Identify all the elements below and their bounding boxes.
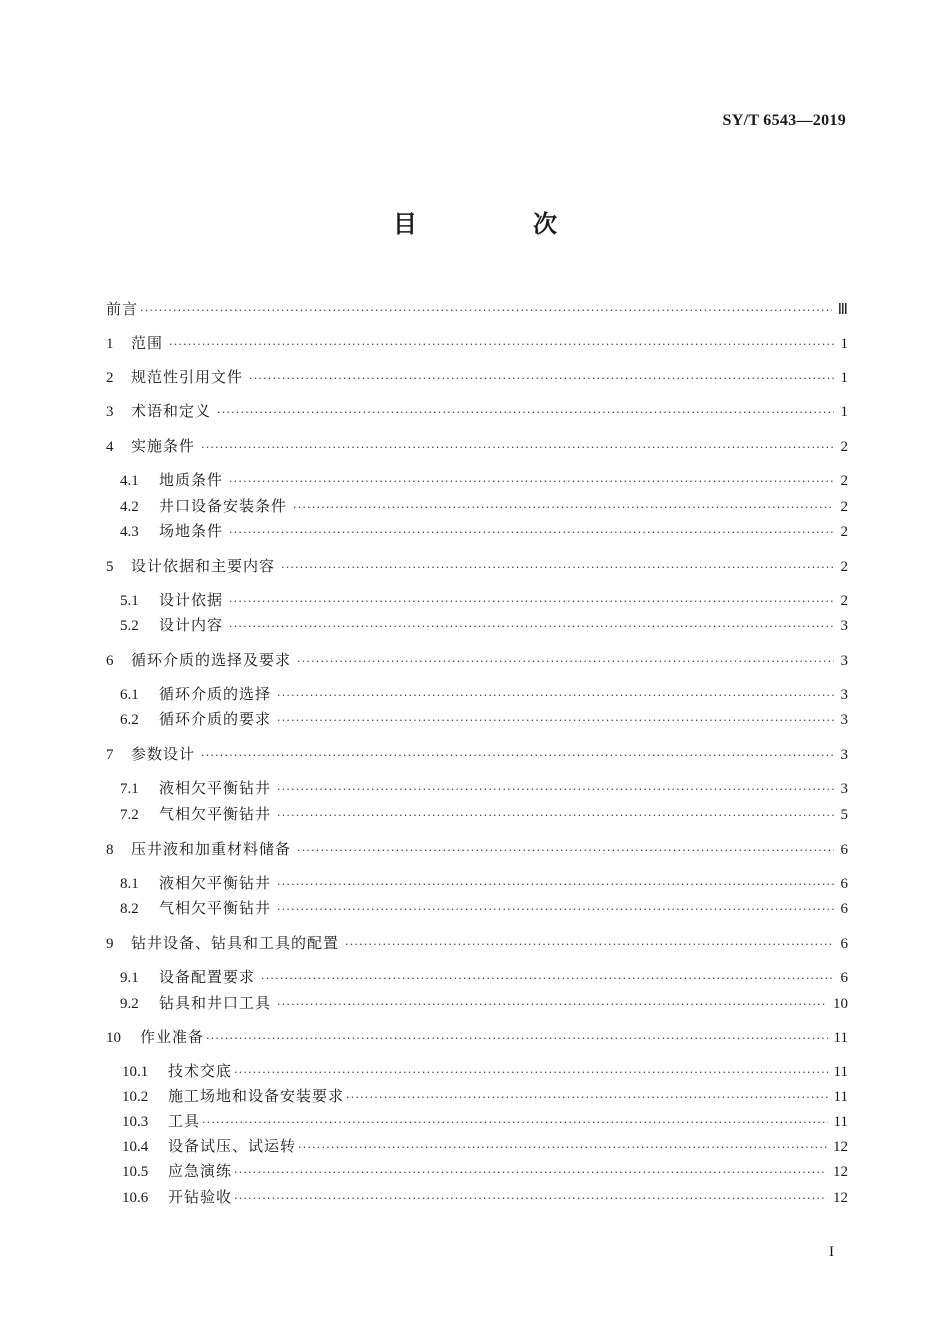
toc-entry-page: 3	[840, 653, 848, 669]
toc-entry-number: 8.2	[120, 901, 139, 917]
toc-entry-number: 7	[106, 747, 114, 763]
toc-entry-label: 循环介质的选择及要求	[131, 651, 292, 669]
dot-leader	[277, 874, 834, 896]
toc-entry-label: 气相欠平衡钻井	[159, 805, 272, 823]
toc-entry[interactable]	[106, 1110, 848, 1132]
toc-entry-number: 4.2	[120, 499, 139, 515]
toc-entry-page: 1	[840, 404, 848, 420]
toc-entry[interactable]	[106, 897, 848, 919]
toc-entry[interactable]	[106, 1160, 848, 1182]
toc-entry-page: 3	[840, 618, 848, 634]
toc-entry-label: 术语和定义	[131, 402, 212, 420]
dot-leader	[345, 934, 834, 956]
toc-entry-number: 3	[106, 404, 114, 420]
toc-entry-page: 2	[840, 524, 848, 540]
toc-entry-number: 9.1	[120, 970, 139, 986]
standard-code: SY/T 6543—2019	[722, 112, 846, 129]
toc-entry-number: 10.2	[122, 1089, 149, 1105]
toc-entry[interactable]	[106, 1026, 848, 1048]
dot-leader	[229, 591, 834, 613]
toc-entry-page: 6	[840, 876, 848, 892]
toc-entry-number: 1	[106, 336, 114, 352]
toc-entry-page: 3	[840, 712, 848, 728]
toc-entry-label: 应急演练	[168, 1162, 233, 1180]
toc-entry-number: 9.2	[120, 996, 139, 1012]
toc-entry-page: 11	[833, 1089, 848, 1105]
toc-entry-number: 7.1	[120, 781, 139, 797]
toc-entry-label: 循环介质的选择	[159, 685, 272, 703]
dot-leader	[277, 994, 827, 1016]
toc-entry-number: 5.2	[120, 618, 139, 634]
toc-entry[interactable]	[106, 520, 848, 542]
toc-entry[interactable]	[106, 614, 848, 636]
toc-entry[interactable]	[106, 400, 848, 422]
toc-entry-label: 场地条件	[159, 522, 224, 540]
toc-entry-label: 设计依据和主要内容	[131, 557, 276, 575]
toc-entry-number: 6	[106, 653, 114, 669]
dot-leader	[277, 899, 834, 921]
dot-leader	[229, 616, 834, 638]
toc-entry-label: 前言	[106, 300, 139, 318]
toc-entry-label: 压井液和加重材料储备	[131, 840, 292, 858]
toc-entry-page: 6	[840, 970, 848, 986]
dot-leader	[277, 805, 834, 827]
dot-leader	[201, 745, 834, 767]
toc-entry-number: 2	[106, 370, 114, 386]
toc-entry-page: 11	[833, 1064, 848, 1080]
toc-entry-page: 2	[840, 499, 848, 515]
toc-entry-page: Ⅲ	[837, 302, 848, 318]
dot-leader	[277, 710, 834, 732]
toc-entry-label: 井口设备安装条件	[159, 497, 288, 515]
toc-entry-page: 1	[840, 336, 848, 352]
toc-entry-number: 9	[106, 936, 114, 952]
toc-entry[interactable]	[106, 1135, 848, 1157]
toc-entry-label: 设备试压、试运转	[168, 1137, 297, 1155]
toc-entry-page: 1	[840, 370, 848, 386]
toc-entry[interactable]	[106, 649, 848, 671]
toc-entry-number: 6.1	[120, 687, 139, 703]
toc-entry[interactable]	[106, 932, 848, 954]
toc-entry-page: 12	[833, 1190, 848, 1206]
toc-entry[interactable]	[106, 435, 848, 457]
toc-entry[interactable]	[106, 992, 848, 1014]
toc-entry-page: 5	[840, 807, 848, 823]
toc-entry-label: 开钻验收	[168, 1188, 233, 1206]
toc-entry-label: 液相欠平衡钻井	[159, 779, 272, 797]
toc-entry[interactable]	[106, 555, 848, 577]
toc-entry-number: 4.1	[120, 473, 139, 489]
toc-entry-page: 3	[840, 687, 848, 703]
toc-entry-page: 11	[833, 1030, 848, 1046]
dot-leader	[206, 1028, 828, 1050]
toc-entry[interactable]	[106, 1060, 848, 1082]
toc-entry-page: 2	[840, 593, 848, 609]
toc-entry[interactable]	[106, 777, 848, 799]
toc-entry-label: 钻具和井口工具	[159, 994, 272, 1012]
dot-leader	[202, 1112, 828, 1134]
toc-entry[interactable]	[106, 966, 848, 988]
page-number: I	[829, 1244, 834, 1260]
toc-entry-page: 10	[833, 996, 848, 1012]
toc-entry-number: 4	[106, 439, 114, 455]
toc-entry[interactable]	[106, 495, 848, 517]
toc-entry-label: 作业准备	[140, 1028, 205, 1046]
toc-entry-page: 3	[840, 781, 848, 797]
toc-entry[interactable]	[106, 1085, 848, 1107]
toc-entry-page: 11	[833, 1114, 848, 1130]
dot-leader	[140, 300, 832, 322]
dot-leader	[229, 471, 834, 493]
toc-entry[interactable]	[106, 803, 848, 825]
toc-entry[interactable]	[106, 743, 848, 765]
toc-entry[interactable]	[106, 708, 848, 730]
toc-entry-number: 10.5	[122, 1164, 149, 1180]
toc-entry-label: 实施条件	[131, 437, 196, 455]
dot-leader	[234, 1162, 827, 1184]
dot-leader	[277, 685, 834, 707]
toc-entry[interactable]	[106, 683, 848, 705]
dot-leader	[297, 651, 834, 673]
toc-entry-label: 地质条件	[159, 471, 224, 489]
toc-entry-label: 参数设计	[131, 745, 196, 763]
dot-leader	[346, 1087, 828, 1109]
toc-entry-number: 10.3	[122, 1114, 149, 1130]
toc-entry-label: 施工场地和设备安装要求	[168, 1087, 345, 1105]
toc-entry-page: 6	[840, 901, 848, 917]
dot-leader	[297, 840, 834, 862]
toc-entry[interactable]	[106, 838, 848, 860]
toc-entry[interactable]	[106, 469, 848, 491]
dot-leader	[169, 334, 834, 356]
toc-entry[interactable]	[106, 872, 848, 894]
dot-leader	[277, 779, 834, 801]
toc-entry-label: 液相欠平衡钻井	[159, 874, 272, 892]
toc-entry[interactable]	[106, 1186, 848, 1208]
toc-entry-number: 4.3	[120, 524, 139, 540]
dot-leader	[229, 522, 834, 544]
toc-entry-number: 6.2	[120, 712, 139, 728]
toc-entry-label: 气相欠平衡钻井	[159, 899, 272, 917]
toc-entry-label: 规范性引用文件	[131, 368, 244, 386]
toc-entry-number: 10.4	[122, 1139, 149, 1155]
toc-entry-page: 12	[833, 1139, 848, 1155]
toc-entry-page: 2	[840, 559, 848, 575]
toc-entry-label: 工具	[168, 1112, 201, 1130]
dot-leader	[261, 968, 834, 990]
toc-entry-page: 6	[840, 936, 848, 952]
dot-leader	[217, 402, 834, 424]
toc-entry-label: 设计内容	[159, 616, 224, 634]
dot-leader	[249, 368, 834, 390]
toc-entry-page: 2	[840, 473, 848, 489]
toc-entry-label: 技术交底	[168, 1062, 233, 1080]
toc-entry-number: 5.1	[120, 593, 139, 609]
toc-entry-label: 设计依据	[159, 591, 224, 609]
dot-leader	[281, 557, 834, 579]
toc-entry-page: 12	[833, 1164, 848, 1180]
toc-entry-number: 10.6	[122, 1190, 149, 1206]
toc-entry-label: 范围	[131, 334, 164, 352]
toc-entry-number: 10	[106, 1030, 121, 1046]
dot-leader	[234, 1062, 828, 1084]
toc-entry-page: 2	[840, 439, 848, 455]
toc-title: 目 次	[393, 210, 603, 238]
dot-leader	[298, 1137, 827, 1159]
toc-entry[interactable]	[106, 332, 848, 354]
dot-leader	[201, 437, 834, 459]
toc-entry-number: 8.1	[120, 876, 139, 892]
toc-entry-page: 6	[840, 842, 848, 858]
toc-entry-label: 钻井设备、钻具和工具的配置	[131, 934, 340, 952]
toc-entry-page: 3	[840, 747, 848, 763]
toc-entry-number: 5	[106, 559, 114, 575]
toc-entry[interactable]	[106, 589, 848, 611]
toc-entry-number: 8	[106, 842, 114, 858]
toc-entry[interactable]	[106, 298, 848, 320]
toc-entry[interactable]	[106, 366, 848, 388]
toc-entry-number: 10.1	[122, 1064, 149, 1080]
dot-leader	[293, 497, 834, 519]
toc-entry-label: 循环介质的要求	[159, 710, 272, 728]
toc-entry-number: 7.2	[120, 807, 139, 823]
toc-entry-label: 设备配置要求	[159, 968, 256, 986]
dot-leader	[234, 1188, 827, 1210]
